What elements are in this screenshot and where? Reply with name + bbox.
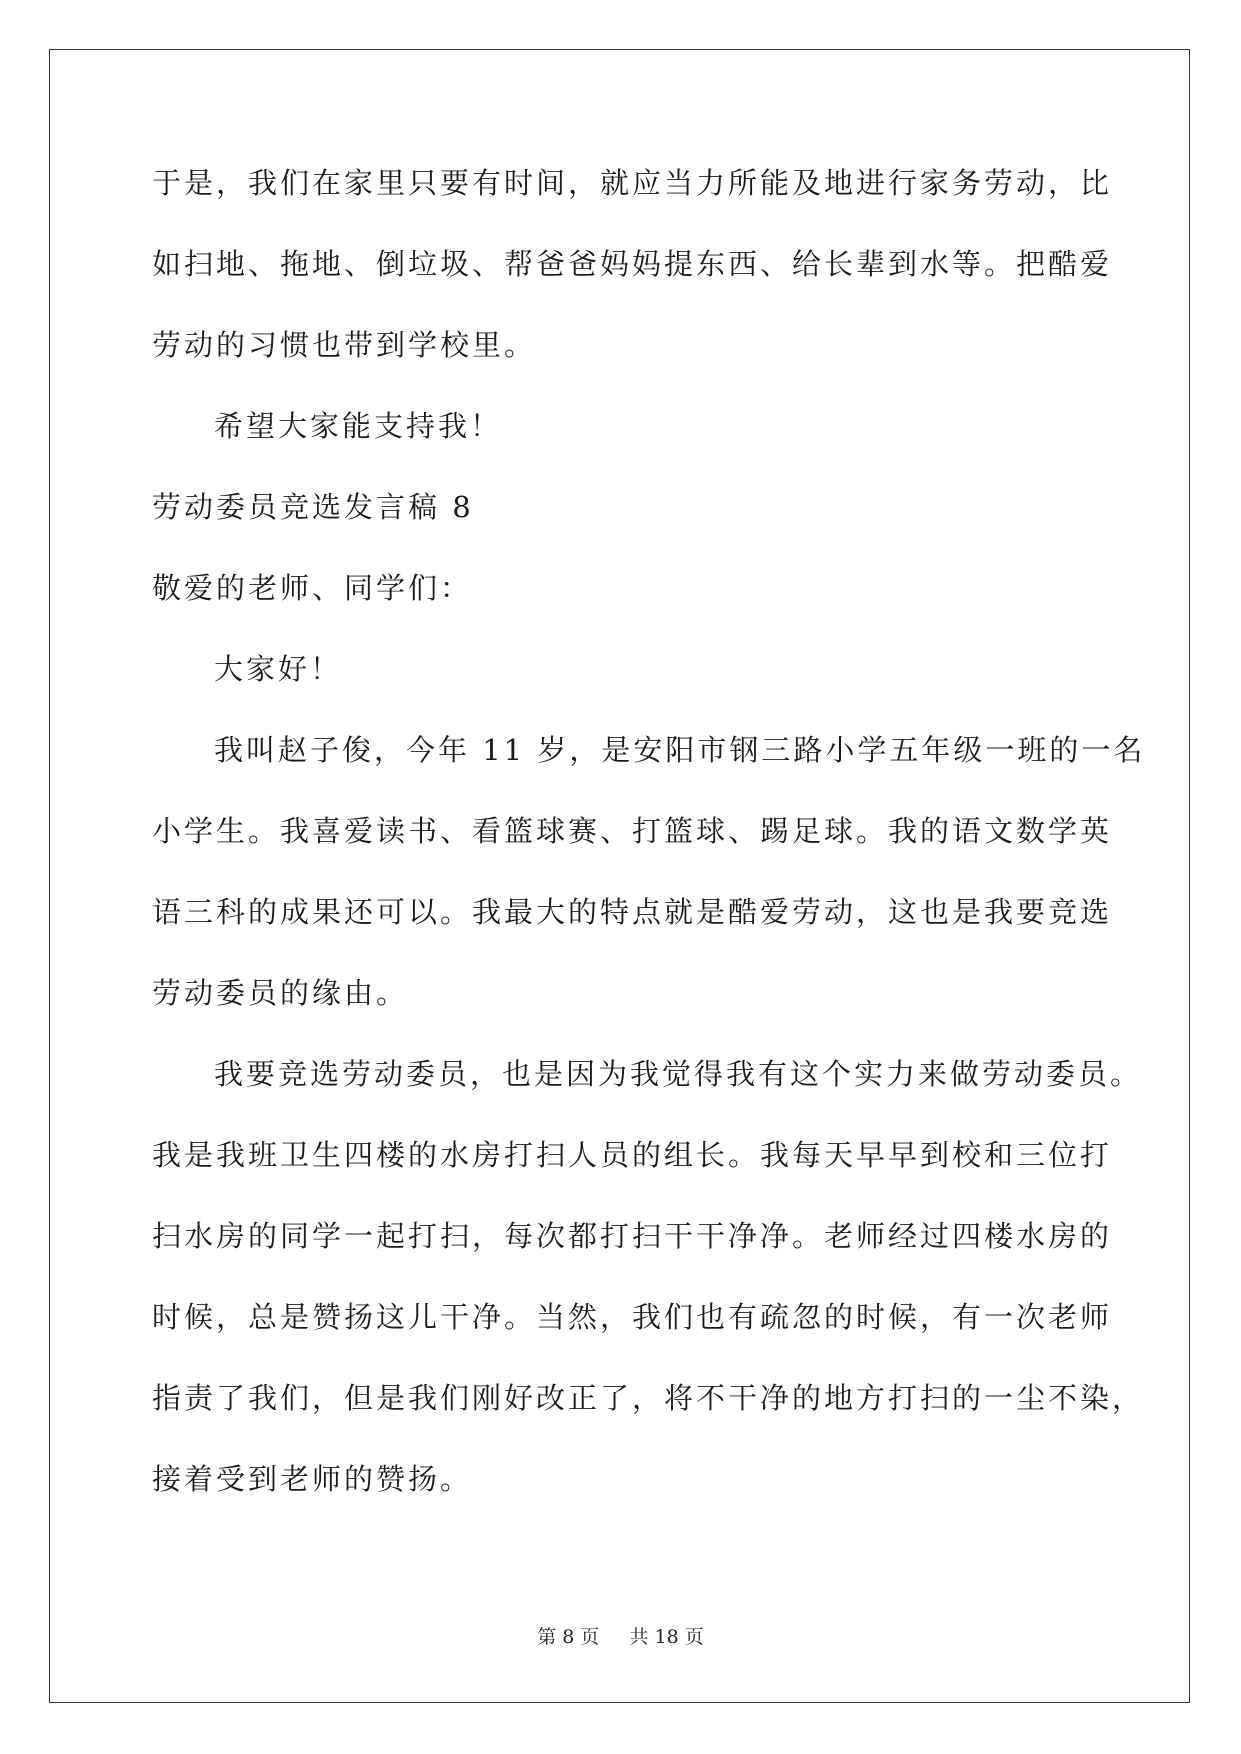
text-line: 语三科的成果还可以。我最大的特点就是酷爱劳动，这也是我要竞选 [152, 895, 1113, 929]
text-line: 小学生。我喜爱读书、看篮球赛、打篮球、踢足球。我的语文数学英 [152, 814, 1113, 848]
text-line: 劳动委员的缘由。 [152, 976, 409, 1010]
salutation: 敬爱的老师、同学们： [152, 571, 473, 605]
text-line: 指责了我们，但是我们刚好改正了，将不干净的地方打扫的一尘不染， [152, 1381, 1145, 1415]
text-line: 接着受到老师的赞扬。 [152, 1462, 473, 1496]
document-body [152, 163, 1146, 1540]
page-number: 第 8 页 [537, 1626, 600, 1648]
text-line: 劳动的习惯也带到学校里。 [152, 328, 537, 362]
text-line: 于是，我们在家里只要有时间，就应当力所能及地进行家务劳动，比 [152, 166, 1113, 200]
text-line: 如扫地、拖地、倒垃圾、帮爸爸妈妈提东西、给长辈到水等。把酷爱 [152, 247, 1113, 281]
section-title: 劳动委员竞选发言稿 8 [152, 490, 474, 524]
text-line: 我要竞选劳动委员，也是因为我觉得我有这个实力来做劳动委员。 [214, 1057, 1143, 1091]
page-total: 共 18 页 [629, 1626, 704, 1648]
text-line: 希望大家能支持我！ [214, 409, 503, 443]
text-line: 我叫赵子俊，今年 11 岁，是安阳市钢三路小学五年级一班的一名 [214, 733, 1146, 767]
text-line: 扫水房的同学一起打扫，每次都打扫干干净净。老师经过四楼水房的 [152, 1219, 1113, 1253]
text-line: 时候，总是赞扬这儿干净。当然，我们也有疏忽的时候，有一次老师 [152, 1300, 1113, 1334]
text-line: 我是我班卫生四楼的水房打扫人员的组长。我每天早早到校和三位打 [152, 1138, 1113, 1172]
page-footer [0, 1622, 1241, 1649]
greeting: 大家好！ [214, 652, 343, 686]
